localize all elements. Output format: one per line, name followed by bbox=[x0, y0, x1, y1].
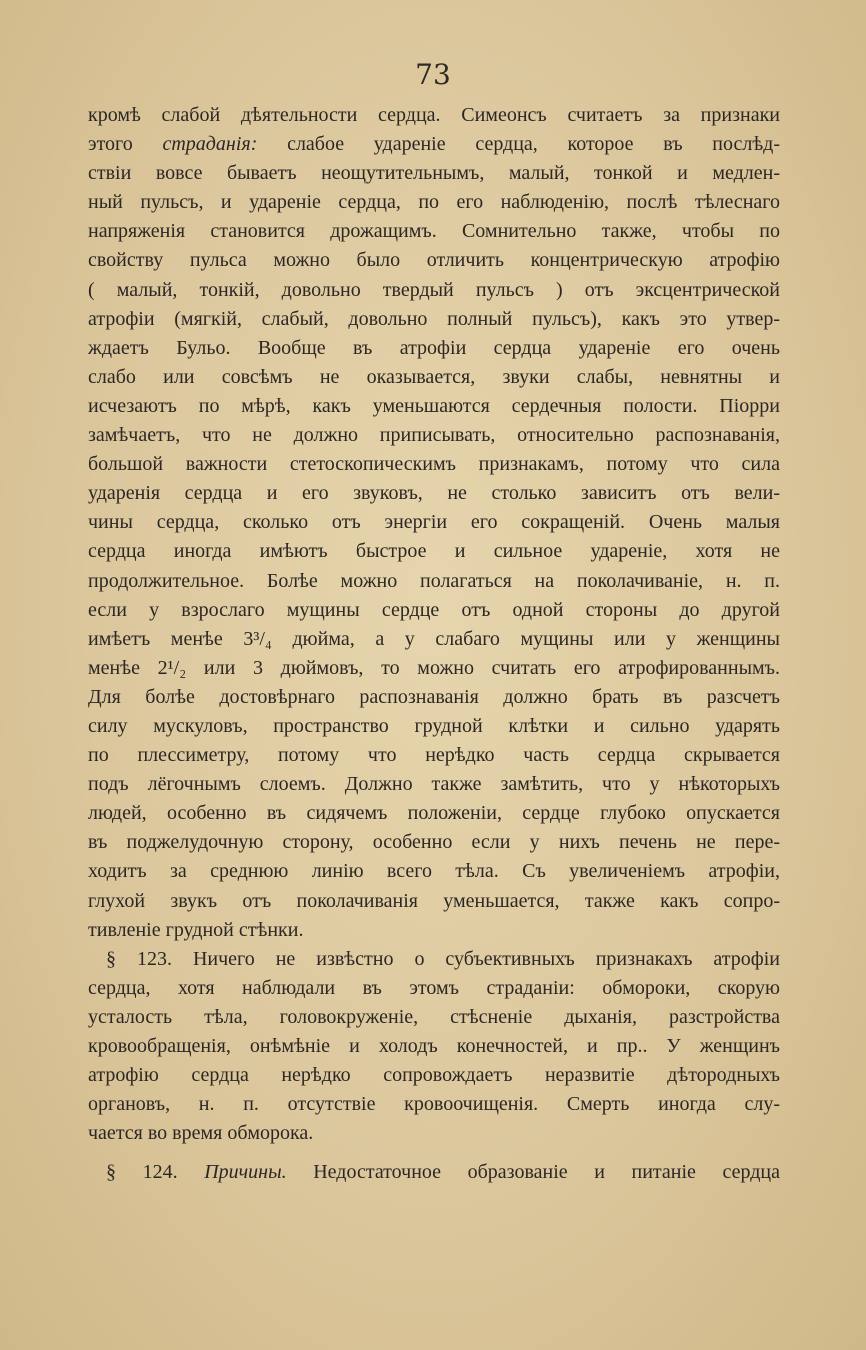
text-segment: ходитъ за среднюю линію всего тѣла. Съ увеличеніемъ атрофіи, bbox=[88, 860, 780, 883]
text-line bbox=[88, 974, 780, 1003]
text-segment: ный пульсъ, и удареніе сердца, по его наблюденію, послѣ тѣлеснаго bbox=[88, 191, 780, 214]
text-segment: чины сердца, сколько отъ энергіи его сокращеній. Очень малыя bbox=[88, 511, 780, 534]
text-line bbox=[88, 712, 780, 741]
text-line bbox=[88, 567, 780, 596]
text-line bbox=[88, 450, 780, 479]
text-line bbox=[88, 1158, 780, 1187]
text-segment: Для болѣе достовѣрнаго распознаванія должно брать въ разсчетъ bbox=[88, 685, 780, 708]
body-text bbox=[88, 101, 780, 1187]
text-line bbox=[88, 101, 780, 130]
text-segment: усталость тѣла, головокруженіе, стѣсненіе дыханія, разстройства bbox=[88, 1005, 780, 1028]
text-line bbox=[88, 217, 780, 246]
text-line bbox=[88, 625, 780, 654]
text-segment: силу мускуловъ, пространство грудной клѣтки и сильно ударять bbox=[88, 714, 780, 737]
text-segment: кровообращенія, онѣмѣніе и холодъ конечностей, и пр.. У женщинъ bbox=[88, 1035, 780, 1057]
page-number: 73 bbox=[415, 58, 451, 91]
text-segment: атрофію сердца нерѣдко сопровождаетъ неразвитіе дѣтородныхъ bbox=[88, 1064, 780, 1087]
text-line bbox=[88, 683, 780, 712]
text-line bbox=[88, 916, 780, 945]
text-segment: если у взрослаго мущины сердце отъ одной стороны до другой bbox=[88, 598, 780, 621]
text-segment: кромѣ слабой дѣятельности сердца. Симеонсъ считаетъ за признаки bbox=[88, 104, 780, 126]
text-line bbox=[88, 159, 780, 188]
text-segment: замѣчаетъ, что не должно приписывать, относительно распознаванія, bbox=[88, 424, 780, 447]
text-line bbox=[88, 305, 780, 334]
text-segment: § 124. bbox=[106, 1161, 205, 1184]
text-line bbox=[88, 1090, 780, 1119]
text-segment: § 123. Ничего не извѣстно о субъективныхъ признакахъ атрофіи bbox=[106, 947, 780, 970]
text-segment: подъ лёгочнымъ слоемъ. Должно также замѣтить, что у нѣкоторыхъ bbox=[88, 773, 780, 796]
text-segment: людей, особенно въ сидячемъ положеніи, сердце глубоко опускается bbox=[88, 802, 780, 825]
text-segment: чается во время обморока. bbox=[88, 1122, 314, 1145]
text-line bbox=[88, 421, 780, 450]
text-line bbox=[88, 1119, 780, 1148]
text-segment: атрофіи (мягкій, слабый, довольно полный пульсъ), какъ это утвер- bbox=[88, 307, 780, 330]
text-segment: Недостаточное образованіе и питаніе сердца bbox=[286, 1161, 780, 1184]
text-segment: глухой звукъ отъ поколачиванія уменьшается, также какъ сопро- bbox=[88, 889, 780, 912]
text-segment: напряженія становится дрожащимъ. Сомнительно также, чтобы по bbox=[88, 220, 780, 243]
text-line bbox=[88, 246, 780, 275]
text-line bbox=[88, 276, 780, 305]
text-segment: большой важности стетоскопическимъ признакамъ, потому что сила bbox=[88, 453, 780, 476]
text-segment: по плессиметру, потому что нерѣдко часть сердца скрывается bbox=[88, 744, 780, 767]
text-line bbox=[88, 334, 780, 363]
text-segment: ствіи вовсе бываетъ неощутительнымъ, малый, тонкой и медлен- bbox=[88, 162, 780, 185]
text-segment: свойству пульса можно было отличить концентрическую атрофію bbox=[88, 249, 780, 272]
text-segment: слабо или совсѣмъ не оказывается, звуки слабы, невнятны и bbox=[88, 365, 780, 388]
text-line bbox=[88, 479, 780, 508]
text-line bbox=[88, 537, 780, 566]
text-line bbox=[88, 1003, 780, 1032]
text-segment: ( малый, тонкій, довольно твердый пульсъ ) отъ эксцентрической bbox=[88, 278, 780, 301]
text-line bbox=[88, 1061, 780, 1090]
text-line bbox=[88, 945, 780, 974]
text-line bbox=[88, 770, 780, 799]
text-segment: имѣетъ менѣе 3³/₄ дюйма, а у слабаго мущины или у женщины bbox=[88, 627, 780, 650]
text-segment: тивленіе грудной стѣнки. bbox=[88, 918, 304, 941]
italic-term: Причины. bbox=[204, 1161, 287, 1184]
italic-term: страданія: bbox=[162, 133, 258, 156]
text-segment: слабое удареніе сердца, которое въ послѣд- bbox=[257, 133, 780, 156]
text-line bbox=[88, 508, 780, 537]
text-line bbox=[88, 654, 780, 683]
text-line bbox=[88, 363, 780, 392]
text-line bbox=[88, 741, 780, 770]
text-segment: этого bbox=[88, 133, 163, 156]
text-segment: въ поджелудочную сторону, особенно если у нихъ печень не пере- bbox=[88, 831, 780, 854]
text-segment: исчезаютъ по мѣрѣ, какъ уменьшаются сердечныя полости. Піорри bbox=[88, 394, 780, 417]
text-line bbox=[88, 188, 780, 217]
text-line bbox=[88, 828, 780, 857]
text-segment: сердца, хотя наблюдали въ этомъ страданіи: обмороки, скорую bbox=[88, 976, 780, 999]
text-line bbox=[88, 392, 780, 421]
text-line bbox=[88, 857, 780, 886]
text-segment: ударенія сердца и его звуковъ, не столько зависитъ отъ вели- bbox=[88, 482, 780, 505]
text-line bbox=[88, 130, 780, 159]
text-line bbox=[88, 887, 780, 916]
text-segment: продолжительное. Болѣе можно полагаться на поколачиваніе, н. п. bbox=[88, 569, 780, 592]
text-line bbox=[88, 1032, 780, 1061]
text-line bbox=[88, 596, 780, 625]
text-segment: сердца иногда имѣютъ быстрое и сильное удареніе, хотя не bbox=[88, 540, 780, 563]
text-segment: ждаетъ Бульо. Вообще въ атрофіи сердца удареніе его очень bbox=[88, 336, 780, 359]
text-segment: органовъ, н. п. отсутствіе кровоочищенія. Смерть иногда слу- bbox=[88, 1093, 780, 1116]
text-segment: менѣе 2¹/₂ или 3 дюймовъ, то можно считать его атрофированнымъ. bbox=[88, 656, 780, 679]
text-line bbox=[88, 799, 780, 828]
